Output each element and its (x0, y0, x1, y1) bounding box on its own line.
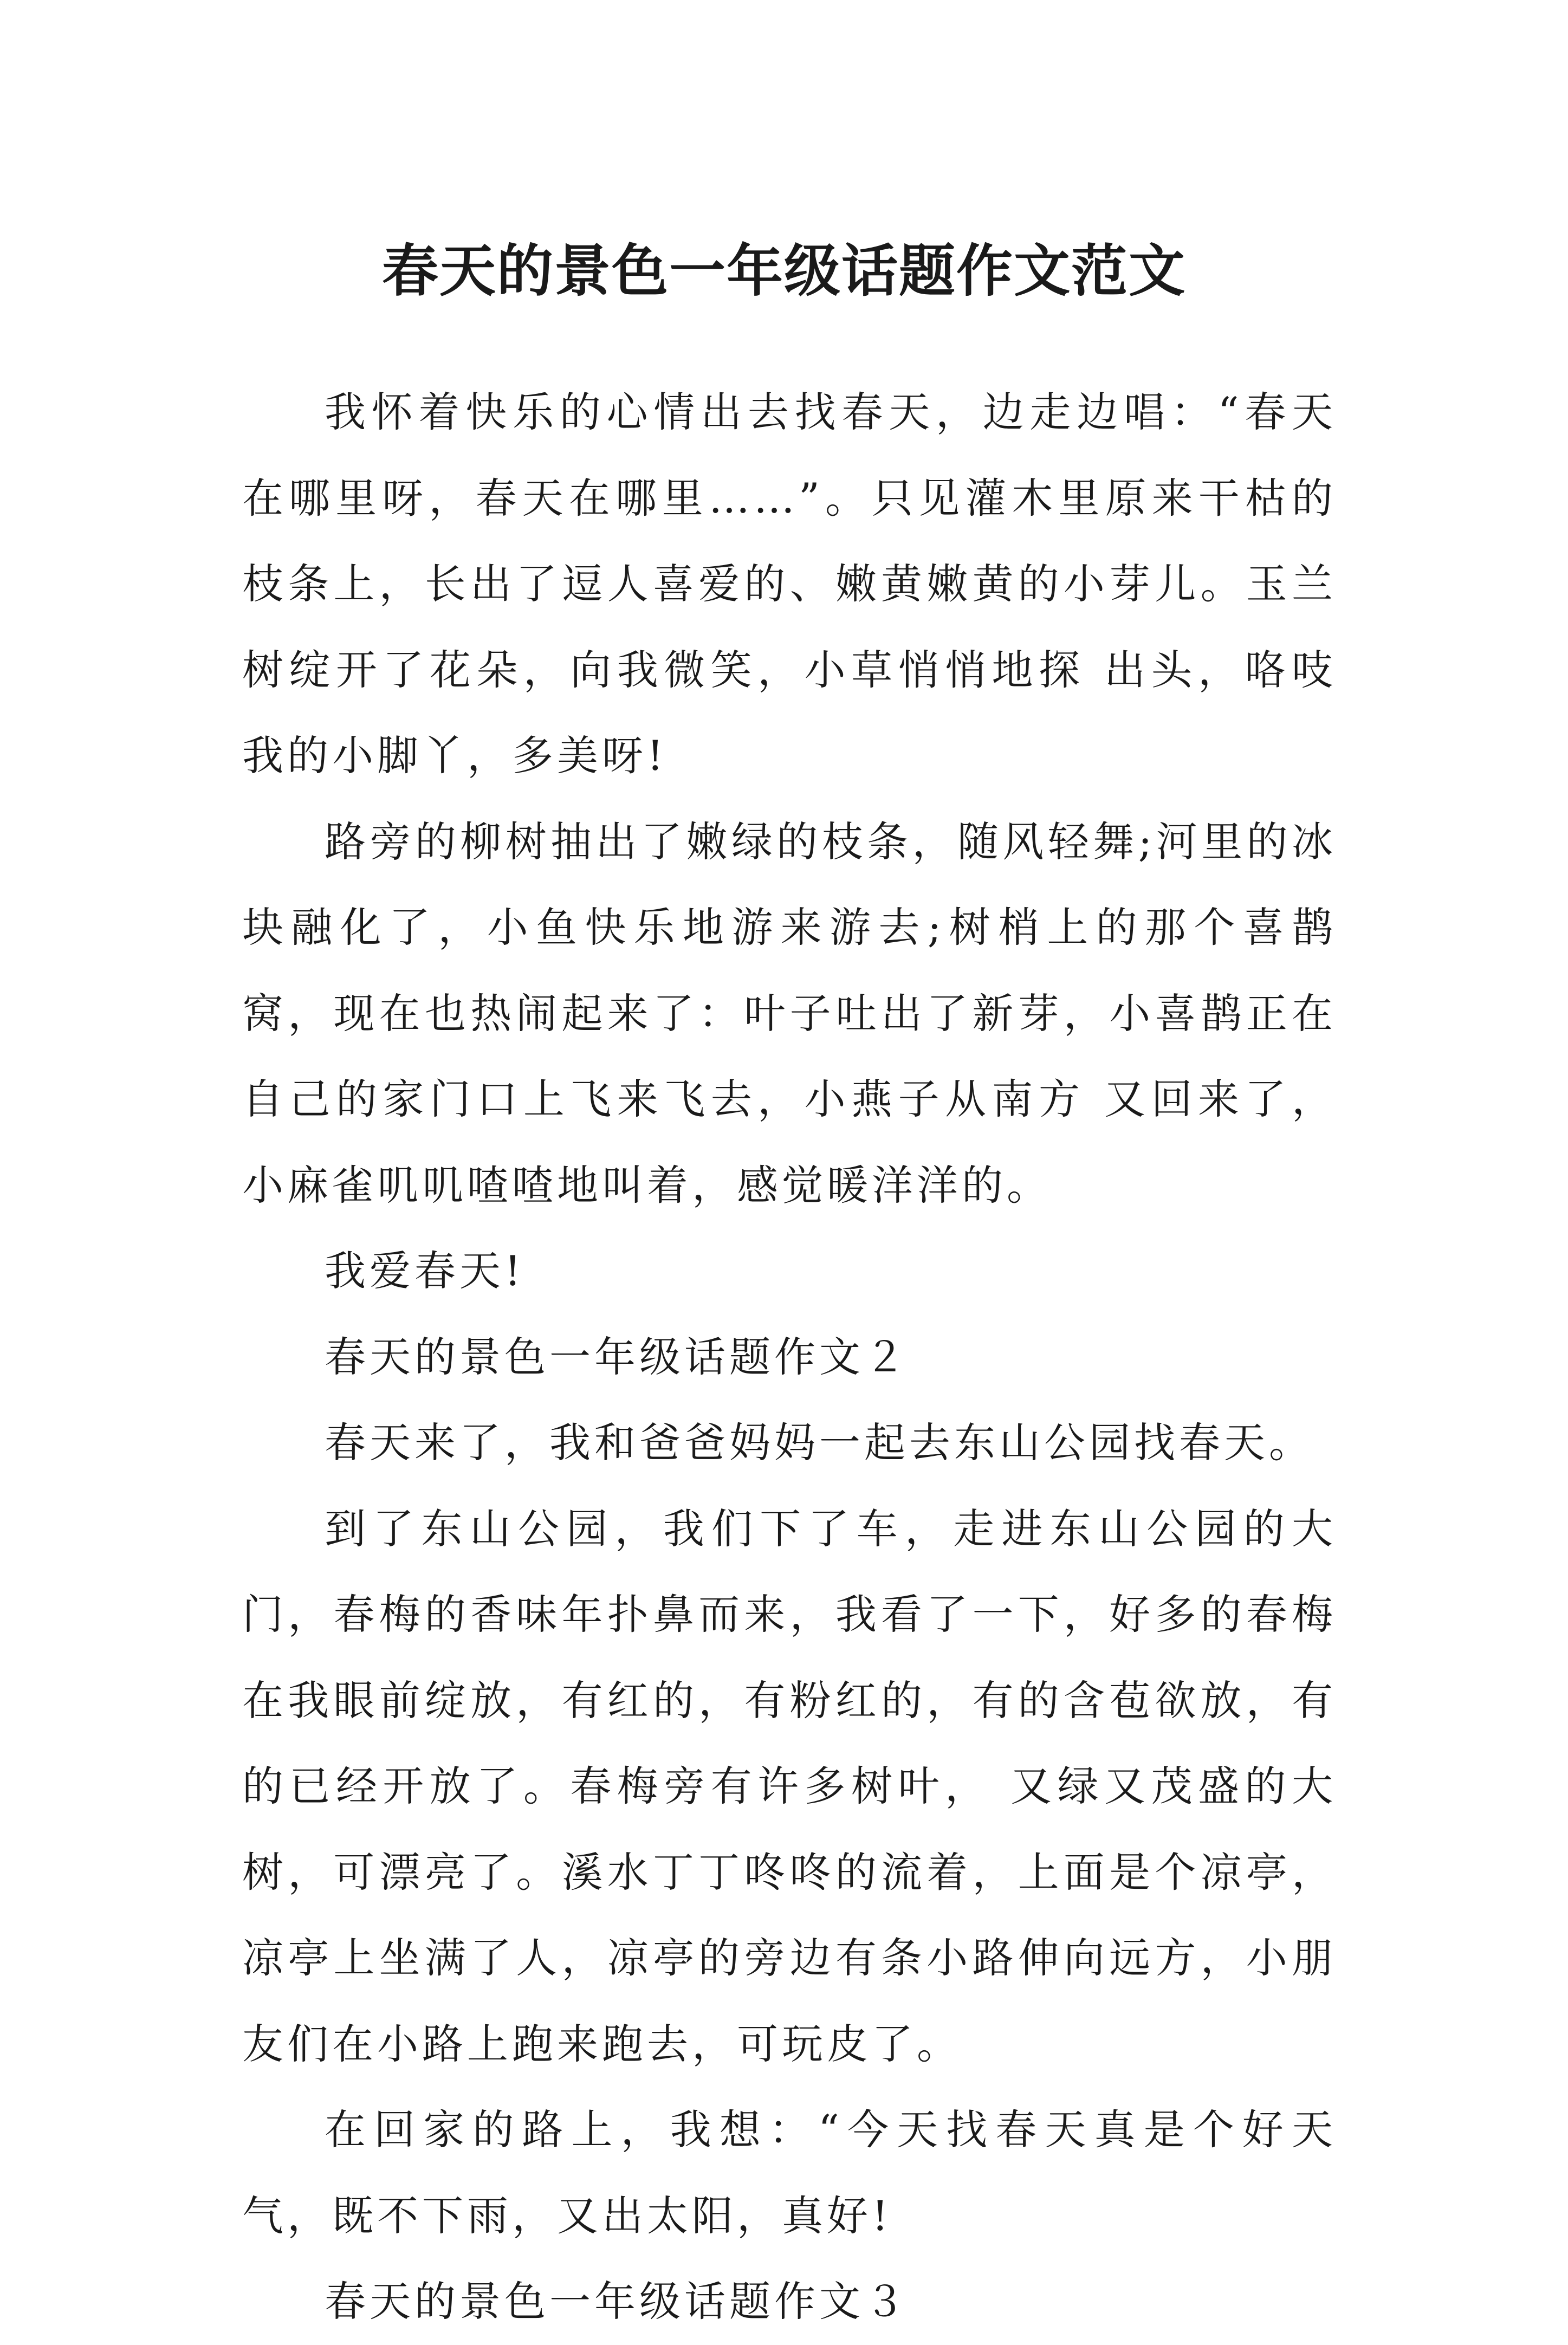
paragraph: 到了东山公园，我们下了车，走进东山公园的大门，春梅的香味年扑鼻而来，我看了一下，好多的春梅在我眼前绽放，有红的，有粉红的，有的含苞欲放，有的已经开放了。春梅旁有许多树叶， 又绿又茂盛的大树，可漂亮了。溪水丁丁咚咚的流着，上面是个凉亭，凉亭上坐满了人，凉亭的旁边有条小路伸向远方，小朋友们在小路上跑来跑去，可玩皮了。 (242, 1504, 1337, 2068)
document-title: 春天的景色一年级话题作文范文 (381, 237, 1186, 304)
section-heading: 春天的景色一年级话题作文３ (325, 2277, 909, 2325)
paragraph: 春天来了，我和爸爸妈妈一起去东山公园找春天。 (325, 1418, 1314, 1467)
document-body (242, 370, 1337, 2345)
section-heading: 春天的景色一年级话题作文２ (325, 1332, 909, 1381)
paragraph: 我怀着快乐的心情出去找春天，边走边唱：“春天在哪里呀，春天在哪里……”。只见灌木里原来干枯的枝条上，长出了逗人喜爱的、嫩黄嫩黄的小芽儿。玉兰树绽开了花朵，向我微笑，小草悄悄地探 出头，咯吱我的小脚丫，多美呀! (242, 388, 1337, 780)
paragraph: 我爱春天! (325, 1247, 525, 1295)
paragraph: 在回家的路上，我想：“今天找春天真是个好天气，既不下雨，又出太阳，真好! (242, 2106, 1337, 2240)
paragraph: 路旁的柳树抽出了嫩绿的枝条，随风轻舞;河里的冰块融化了，小鱼快乐地游来游去;树梢上的那个喜鹊窝，现在也热闹起来了：叶子吐出了新芽，小喜鹊正在自己的家门口上飞来飞去，小燕子从南方 又回来了，小麻雀叽叽喳喳地叫着，感觉暖洋洋的。 (242, 817, 1337, 1209)
